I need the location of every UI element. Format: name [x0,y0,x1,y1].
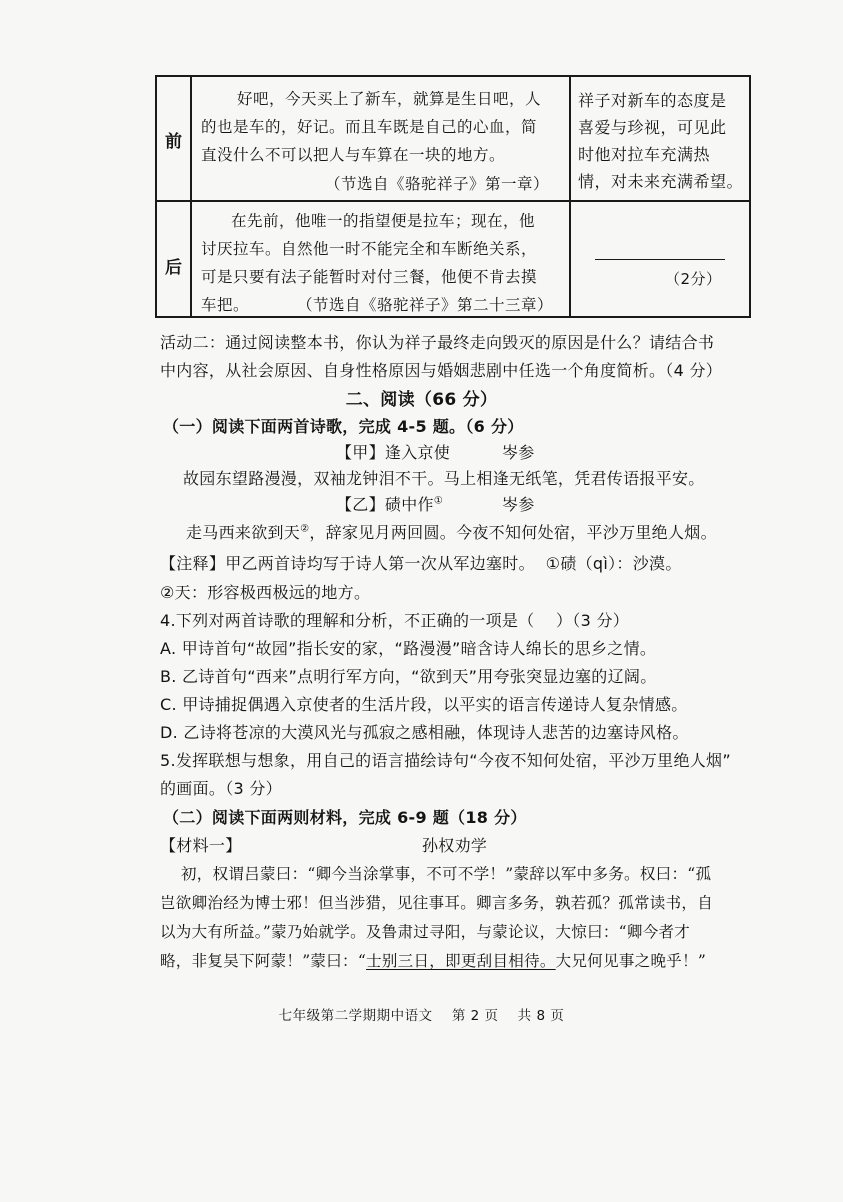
answer-line: 时他对拉车充满热 [578,145,711,164]
table-divider [190,77,192,316]
poem-title [336,492,443,515]
answer-blank [595,259,725,260]
classical-text-line [160,949,706,971]
table-divider [157,200,749,202]
excerpt-line: 好吧，今天买上了新车，就算是生日吧，人 [237,90,542,108]
excerpt-line: 车把。 [201,296,250,314]
row-label-after: 后 [165,258,182,278]
note-line: 【注释】甲乙两首诗均写于诗人第一次从军边塞时。 ①碛（qì）：沙漠。 [160,554,682,573]
excerpt-source: （节选自《骆驼祥子》第二十三章） [297,296,554,314]
poem-text: 故园东望路漫漫，双袖龙钟泪不干。马上相逢无纸笔，凭君传语报平安。 [183,469,705,488]
footer-subject: 七年级第二学期期中语文 [278,1008,433,1024]
poem-text-part: ，辞家见月两回圆。今夜不知何处宿，平沙万里绝人烟。 [309,523,717,542]
excerpt-line: 的也是车的，好记。而且车既是自己的心血，简 [201,118,538,136]
answer-line: 情，对未来充满希望。 [578,172,744,191]
part-heading: （一）阅读下面两首诗歌，完成 4-5 题。（6 分） [163,417,524,436]
excerpt-line: 可是只要有法子能暂时对付三餐，他便不肯去摸 [201,268,538,286]
material-label: 【材料一】 [160,836,242,855]
underlined-sentence: 士别三日，即更刮目相待。 [366,952,556,970]
question-5-cont: 的画面。（3 分） [160,779,282,798]
answer-line: 祥子对新车的态度是 [578,91,727,110]
classical-text-line: 岂欲卿治经为博士邪！但当涉猎，见往事耳。卿言多务，孰若孤？孤常读书，自 [160,894,714,912]
text-part: 大兄何见事之晚乎！” [555,952,707,970]
activity-line: 活动二：通过阅读整本书，你认为祥子最终走向毁灭的原因是什么？请结合书 [160,333,715,352]
poem-title-text: 【乙】碛中作 [336,495,434,514]
option-a: A. 甲诗首句“故园”指长安的家，“路漫漫”暗含诗人绵长的思乡之情。 [160,639,657,658]
classical-text-line: 以为大有所益。”蒙乃始就学。及鲁肃过寻阳，与蒙论议，大惊曰：“卿今者才 [160,923,691,941]
answer-line: 喜爱与珍视，可见此 [578,118,727,137]
footer-page: 第 2 页 [451,1008,499,1024]
activity-line: 中内容，从社会原因、自身性格原因与婚姻悲剧中任选一个角度简析。（4 分） [160,361,723,380]
row-label-before: 前 [165,132,182,152]
poem-text-part: 走马西来欲到天 [186,523,301,542]
classical-text-line: 初，权谓吕蒙曰：“卿今当涂掌事，不可不学！”蒙辞以军中多务。权曰：“孤 [181,865,712,883]
section-title: 二、阅读（66 分） [345,390,498,410]
question-4: 4.下列对两首诗歌的理解和分析，不正确的一项是（ ）（3 分） [160,611,630,630]
poem-author: 岑参 [502,495,535,514]
table-divider [569,77,571,316]
poem-text [186,520,717,543]
excerpt-line: 讨厌拉车。自然他一时不能完全和车断绝关系， [201,240,538,258]
score-label: （2分） [665,270,722,288]
option-c: C. 甲诗捕捉偶遇入京使者的生活片段，以平实的语言传递诗人复杂情感。 [160,695,688,714]
poem-title: 【甲】逢入京使 [336,443,451,462]
footnote-mark: ② [300,523,310,535]
part-heading: （二）阅读下面两则材料，完成 6-9 题（18 分） [163,808,527,827]
option-b: B. 乙诗首句“西来”点明行军方向，“欲到天”用夸张突显边塞的辽阔。 [160,667,657,686]
material-title: 孙权劝学 [422,836,488,855]
footer-total: 共 8 页 [517,1008,565,1024]
footnote-mark: ① [433,495,444,507]
question-5: 5.发挥联想与想象，用自己的语言描绘诗句“今夜不知何处宿，平沙万里绝人烟” [160,751,731,770]
text-part: 略，非复吴下阿蒙！”蒙曰：“ [160,952,367,970]
page-footer [0,1004,843,1024]
excerpt-line: 直没什么不可以把人与车算在一块的地方。 [201,146,506,164]
note-line: ②天：形容极西极远的地方。 [160,583,371,602]
excerpt-line: 在先前，他唯一的指望便是拉车；现在，他 [231,212,536,230]
option-d: D. 乙诗将苍凉的大漠风光与孤寂之感相融，体现诗人悲苦的边塞诗风格。 [160,723,689,742]
excerpt-source: （节选自《骆驼祥子》第一章） [325,175,550,193]
poem-author: 岑参 [502,443,535,462]
comparison-table [155,75,751,318]
